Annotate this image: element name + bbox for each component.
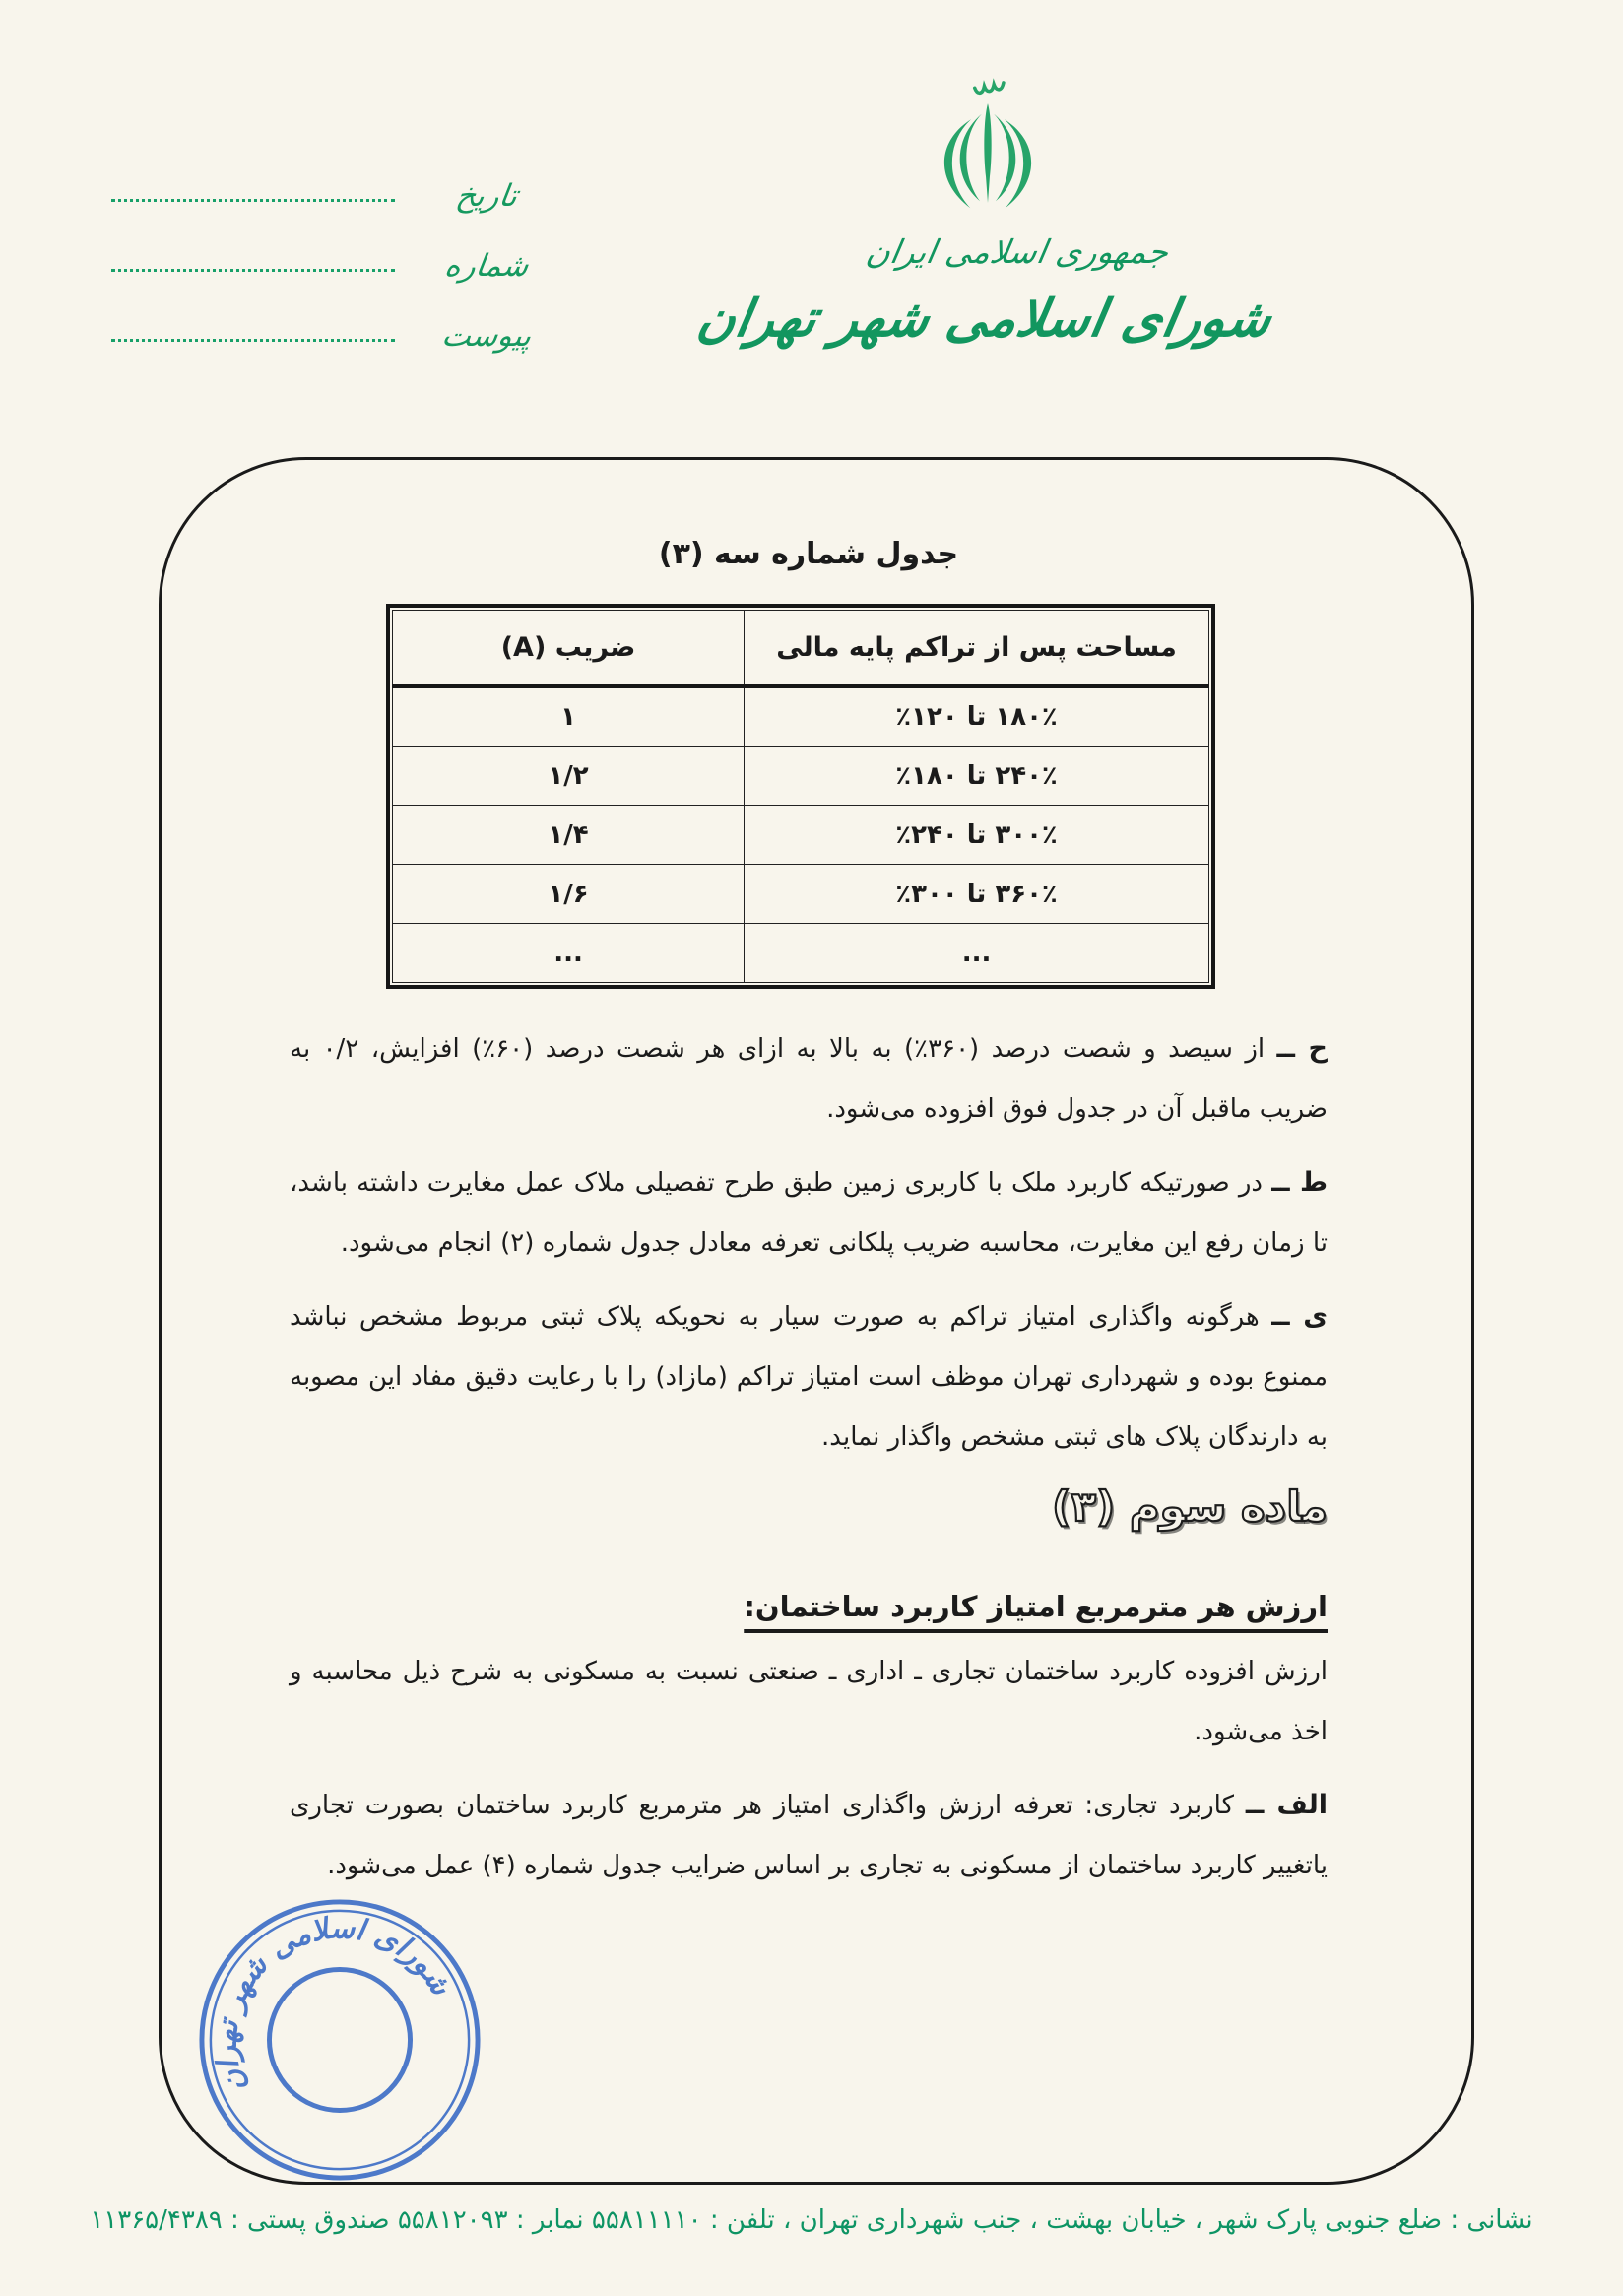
letterhead-meta-block <box>74 146 545 356</box>
iran-allah-emblem-icon <box>919 75 1057 240</box>
table-header-row <box>393 611 1209 687</box>
table-row <box>393 924 1209 983</box>
coefficient-cell: ۱ <box>393 686 745 747</box>
clause-alef-text: کاربرد تجاری: تعرفه ارزش واگذاری امتیاز هر مترمربع کاربرد ساختمان بصورت تجاری یاتغییر کاربرد ساختمان از مسکونی به تجاری بر اساس ضرایب جدول شماره (۴) عمل می‌شود. <box>290 1791 1328 1880</box>
coefficient-cell: ۱/۴ <box>393 806 745 865</box>
clause-t-text: در صورتیکه کاربرد ملک با کاربری زمین طبق طرح تفصیلی ملاک عمل مغایرت داشته باشد، تا زمان رفع این مغایرت، محاسبه ضریب پلکانی تعرفه معادل جدول شماره (۲) انجام می‌شود. <box>290 1168 1328 1258</box>
intro-paragraph: ارزش افزوده کاربرد ساختمان تجاری ـ اداری ـ صنعتی نسبت به مسکونی به شرح ذیل محاسبه و اخذ می‌شود. <box>290 1657 1328 1746</box>
svg-text:شورای اسلامی شهر تهران <box>193 1893 468 2097</box>
meta-row-attachment <box>74 286 545 356</box>
table-row <box>393 747 1209 806</box>
stamp-inner-circle <box>269 1969 410 2110</box>
table-row <box>393 686 1209 747</box>
clause-h-text: از سیصد و شصت درصد (۳۶۰٪) به بالا به ازای هر شصت درصد (۶۰٪) افزایش، ۰/۲ به ضریب ماقبل آن در جدول فوق افزوده می‌شود. <box>290 1034 1328 1124</box>
area-cell: ۳۰۰٪ تا ۲۴۰٪ <box>745 806 1209 865</box>
footer-address: نشانی : ضلع جنوبی پارک شهر ، خیابان بهشت ، جنب شهرداری تهران ، تلفن : ۵۵۸۱۱۱۱۰ نمابر : ۵۵۸۱۲۰۹۳ صندوق پستی : ۱۱۳۶۵/۴۳۸۹ <box>90 2205 1533 2235</box>
table-row <box>393 865 1209 924</box>
attachment-label: پیوست <box>439 318 534 354</box>
clause-t-label: ط ــ <box>1271 1167 1329 1198</box>
table-row <box>393 806 1209 865</box>
coefficient-cell: ۱/۲ <box>393 747 745 806</box>
area-cell: ۲۴۰٪ تا ۱۸۰٪ <box>745 747 1209 806</box>
article-three-heading: ماده سوم (۳) <box>1052 1482 1328 1531</box>
stamp-text: شورای اسلامی شهر تهران <box>209 1911 459 2097</box>
clause-alef <box>290 1775 1328 1896</box>
republic-title: جمهوری اسلامی ایران <box>863 232 1172 271</box>
emblem-tashdid <box>975 83 1004 93</box>
council-title: شورای اسلامی شهر تهران <box>692 290 1276 349</box>
clause-y <box>290 1286 1328 1468</box>
date-dotted-line <box>111 199 395 202</box>
clause-t <box>290 1152 1328 1274</box>
meta-row-date <box>74 146 545 216</box>
col-header-coefficient: ضریب (A) <box>393 611 745 687</box>
table-title: جدول شماره سه (۳) <box>658 537 959 571</box>
clause-h <box>290 1018 1328 1140</box>
date-label: تاریخ <box>453 178 520 214</box>
col-header-area: مساحت پس از تراکم پایه مالی <box>745 611 1209 687</box>
emblem-sword <box>984 103 991 203</box>
clause-y-text: هرگونه واگذاری امتیاز تراکم به صورت سیار به نحویکه پلاک ثبتی مربوط مشخص نباشد ممنوع بوده و شهرداری تهران موظف است امتیاز تراکم (مازاد) را با رعایت دقیق مفاد این مصوبه به دارندگان پلاک های ثبتی مشخص واگذار نماید. <box>290 1302 1328 1452</box>
number-label: شماره <box>442 248 531 284</box>
density-coefficient-table <box>386 604 1215 989</box>
clause-y-label: ی ــ <box>1271 1301 1328 1332</box>
area-cell: ... <box>745 924 1209 983</box>
number-dotted-line <box>111 269 395 272</box>
clause-h-label: ح ــ <box>1276 1033 1328 1064</box>
area-cell: ۱۸۰٪ تا ۱۲۰٪ <box>745 686 1209 747</box>
content-area <box>162 460 1471 1896</box>
meta-row-number <box>74 216 545 286</box>
council-stamp <box>193 1893 487 2187</box>
clause-alef-label: الف ــ <box>1245 1790 1328 1820</box>
value-per-sqm-heading: ارزش هر مترمربع امتیاز کاربرد ساختمان: <box>744 1590 1328 1623</box>
coefficient-cell: ۱/۶ <box>393 865 745 924</box>
coefficient-cell: ... <box>393 924 745 983</box>
area-cell: ۳۶۰٪ تا ۳۰۰٪ <box>745 865 1209 924</box>
attachment-dotted-line <box>111 339 395 342</box>
